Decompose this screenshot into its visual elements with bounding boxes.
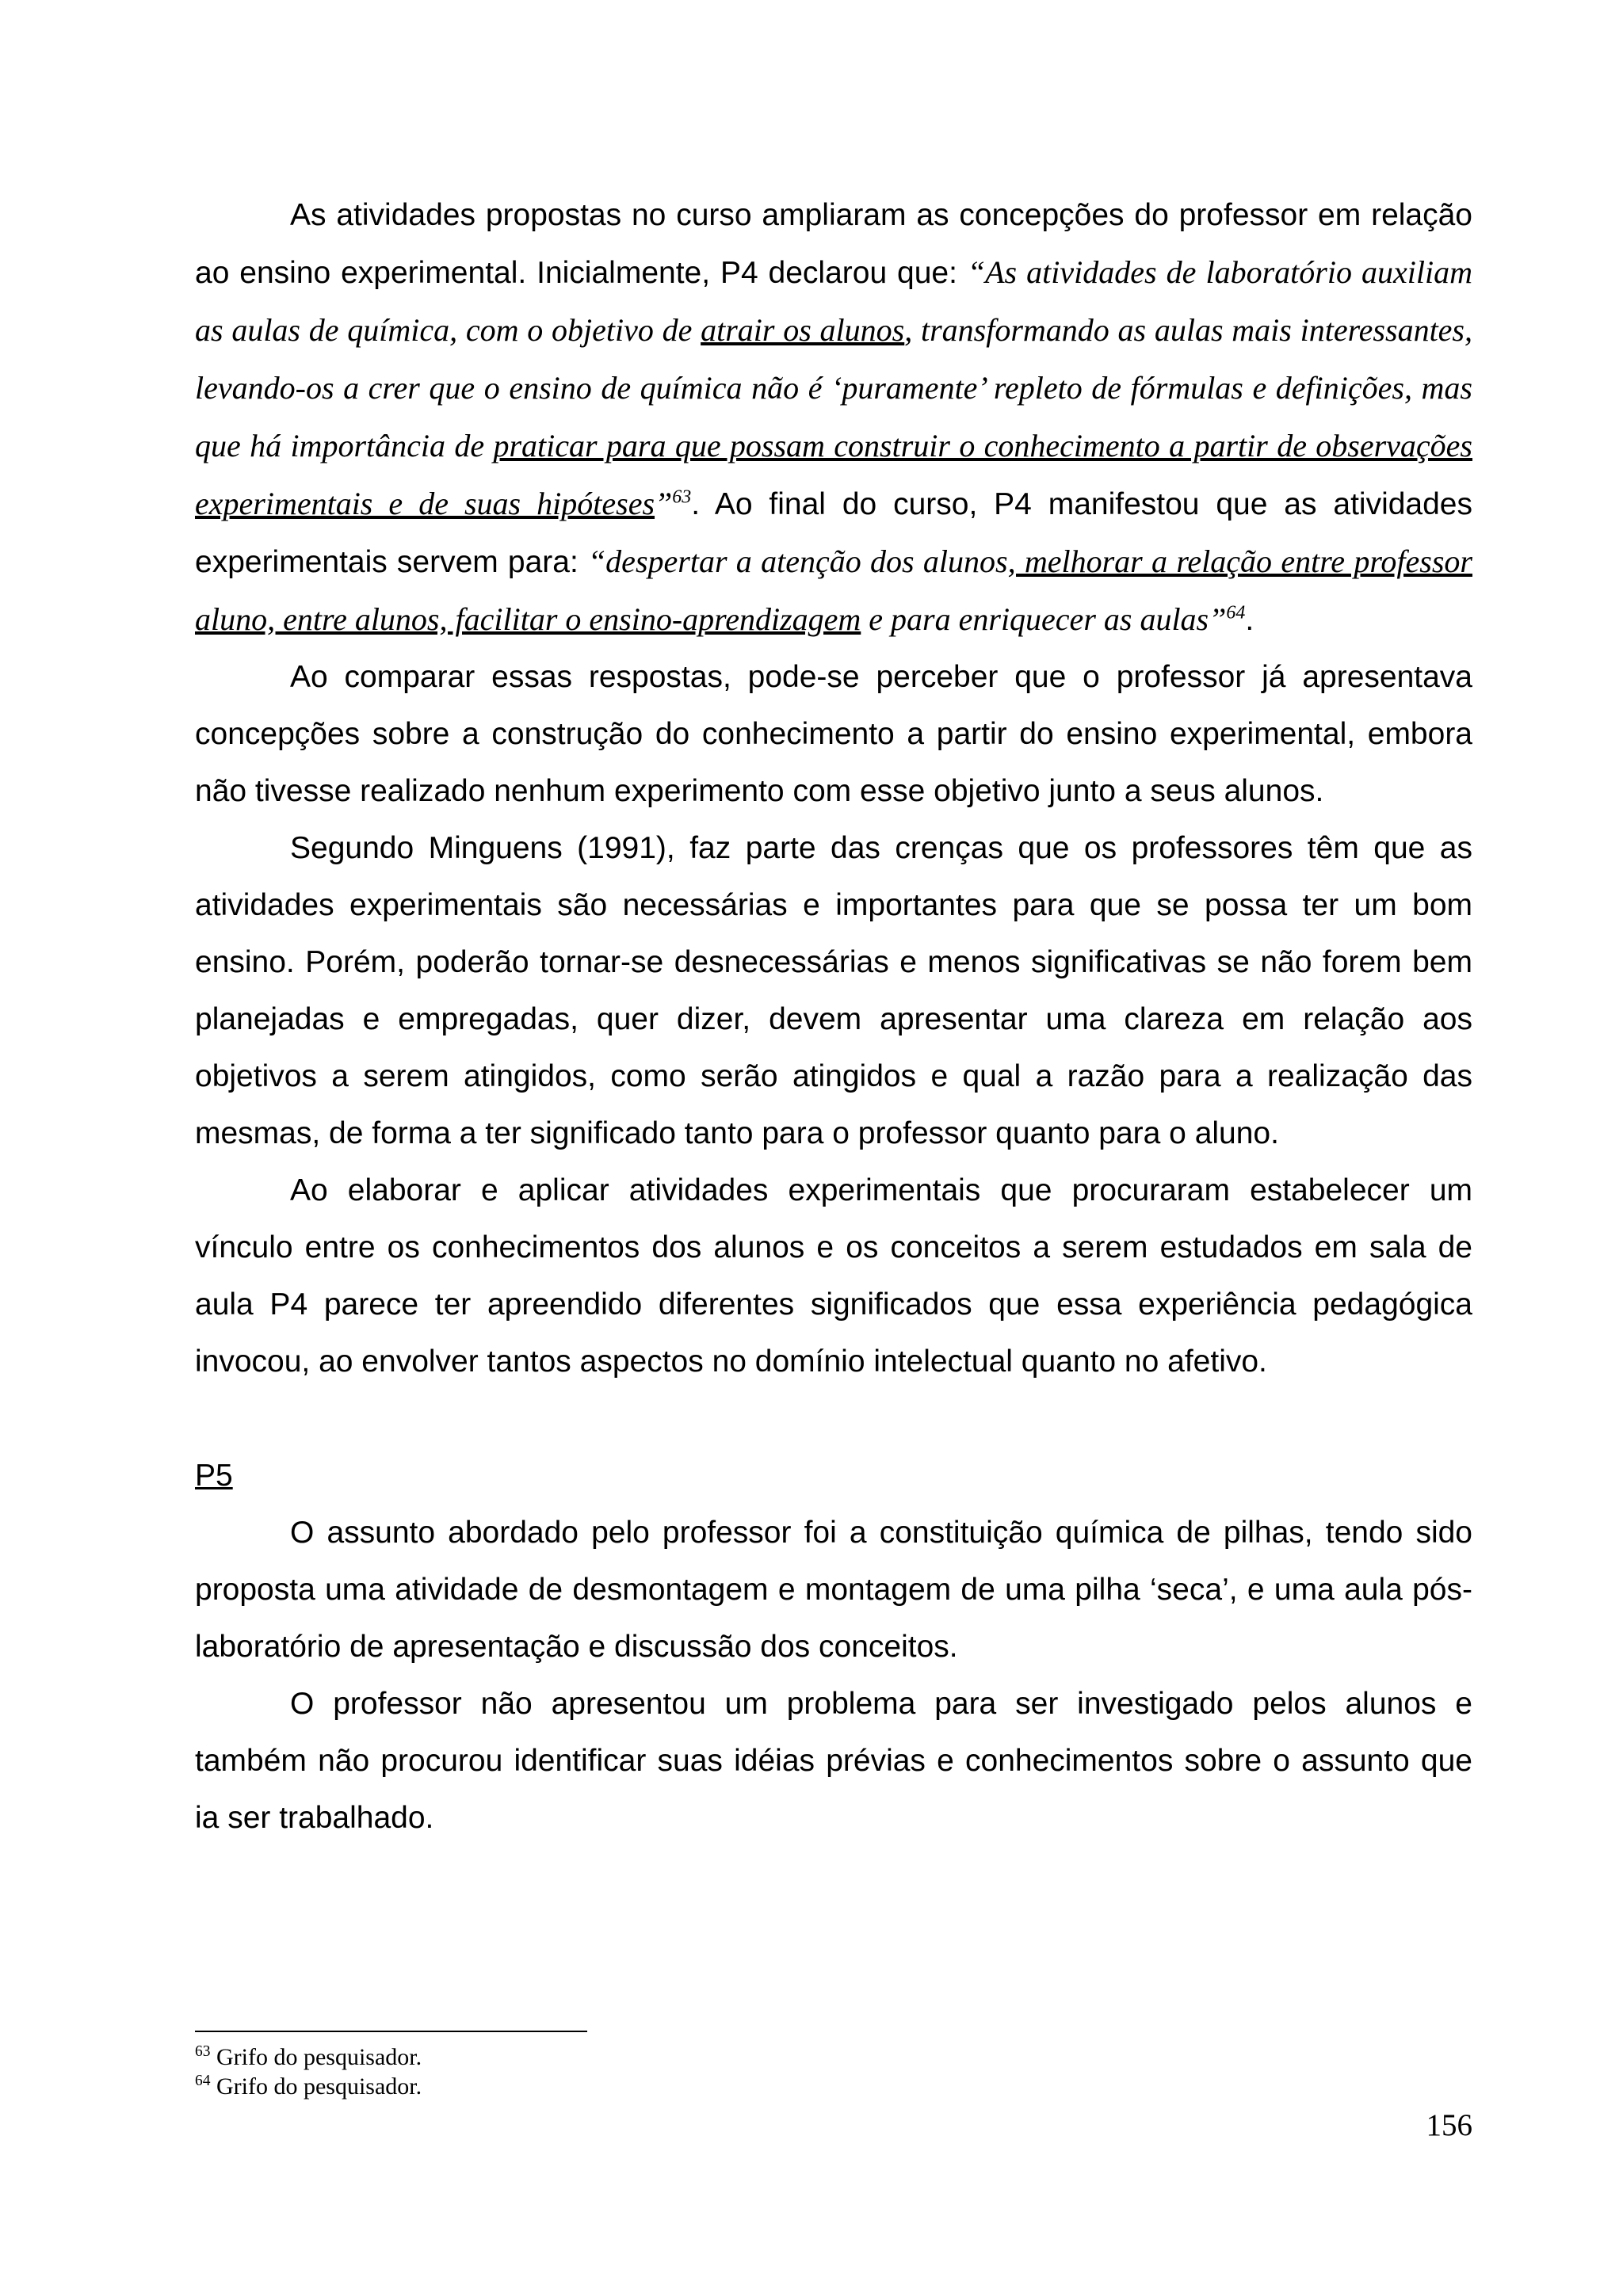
paragraph-2: Ao comparar essas respostas, pode-se perceber que o professor já apresentava concepções sobre a construção do conhecimento a partir do ensino experimental, embora não tivesse realizado nenhum experimento com esse objetivo junto a seus alunos.	[195, 660, 1472, 808]
section-heading-p5: P5	[195, 1459, 233, 1493]
footnote-ref-63[interactable]: 63	[672, 486, 692, 508]
underlined-emphasis: , melhorar a relação entre professor aluno, entre alunos, facilitar o ensino-aprendizagem	[195, 543, 1472, 637]
quote-text: “despertar a atenção dos alunos	[587, 543, 1008, 579]
quote-p4-initial	[195, 254, 1472, 521]
footnote-text: Grifo do pesquisador.	[210, 2044, 422, 2070]
footnote-64	[195, 2072, 422, 2101]
quote-close: ”	[655, 486, 673, 521]
underlined-emphasis: praticar para que possam construir o conhecimento a partir de observações experimentais e de suas hipóteses	[195, 428, 1473, 521]
quote-text: , transformando as aulas mais interessantes, levando-os a crer que o ensino de química não é ‘puramente’ repleto de fórmulas e definições, mas que há importância de	[195, 312, 1472, 463]
paragraph-6: O professor não apresentou um problema para ser investigado pelos alunos e também não procurou identificar suas idéias prévias e conhecimentos sobre o assunto que ia ser trabalhado.	[195, 1687, 1472, 1835]
paragraph-text: As atividades propostas no curso ampliaram as concepções do professor em relação ao ensino experimental. Inicialmente, P4 declarou que:	[195, 198, 1472, 290]
body-text	[195, 187, 1472, 1847]
section-spacer	[195, 1390, 1472, 1447]
footnotes	[195, 2042, 422, 2101]
footnote-number: 64	[195, 2073, 211, 2089]
footnote-63	[195, 2042, 422, 2072]
paragraph-4: Ao elaborar e aplicar atividades experimentais que procuraram estabelecer um vínculo entre os conhecimentos dos alunos e os conceitos a serem estudados em sala de aula P4 parece ter apreendido diferentes significados que essa experiência pedagógica invocou, ao envolver tantos aspectos no domínio intelectual quanto no afetivo.	[195, 1173, 1472, 1379]
paragraph-text: . Ao final do curso, P4 manifestou que as atividades experimentais servem para:	[195, 487, 1472, 579]
footnote-text: Grifo do pesquisador.	[210, 2073, 422, 2100]
footnote-separator	[195, 2031, 587, 2032]
quote-text: e para enriquecer as aulas”	[861, 601, 1227, 637]
page-number: 156	[1426, 2108, 1472, 2142]
footnote-ref-64[interactable]: 64	[1226, 602, 1246, 624]
paragraph-1	[195, 187, 1472, 649]
underlined-emphasis: atrair os alunos	[701, 312, 905, 348]
paragraph-text: .	[1245, 603, 1254, 637]
quote-text: “As atividades de laboratório auxiliam as aulas de química, com o objetivo de	[195, 254, 1472, 348]
footnote-number: 63	[195, 2043, 211, 2060]
paragraph-5: O assunto abordado pelo professor foi a constituição química de pilhas, tendo sido proposta uma atividade de desmontagem e montagem de uma pilha ‘seca’, e uma aula pós-laboratório de apresentação e discussão dos conceitos.	[195, 1516, 1472, 1664]
paragraph-3: Segundo Minguens (1991), faz parte das crenças que os professores têm que as atividades experimentais são necessárias e importantes para que se possa ter um bom ensino. Porém, poderão tornar-se desnecessárias e menos significativas se não forem bem planejadas e empregadas, quer dizer, devem apresentar uma clareza em relação aos objetivos a serem atingidos, como serão atingidos e qual a razão para a realização das mesmas, de forma a ter significado tanto para o professor quanto para o aluno.	[195, 831, 1472, 1150]
